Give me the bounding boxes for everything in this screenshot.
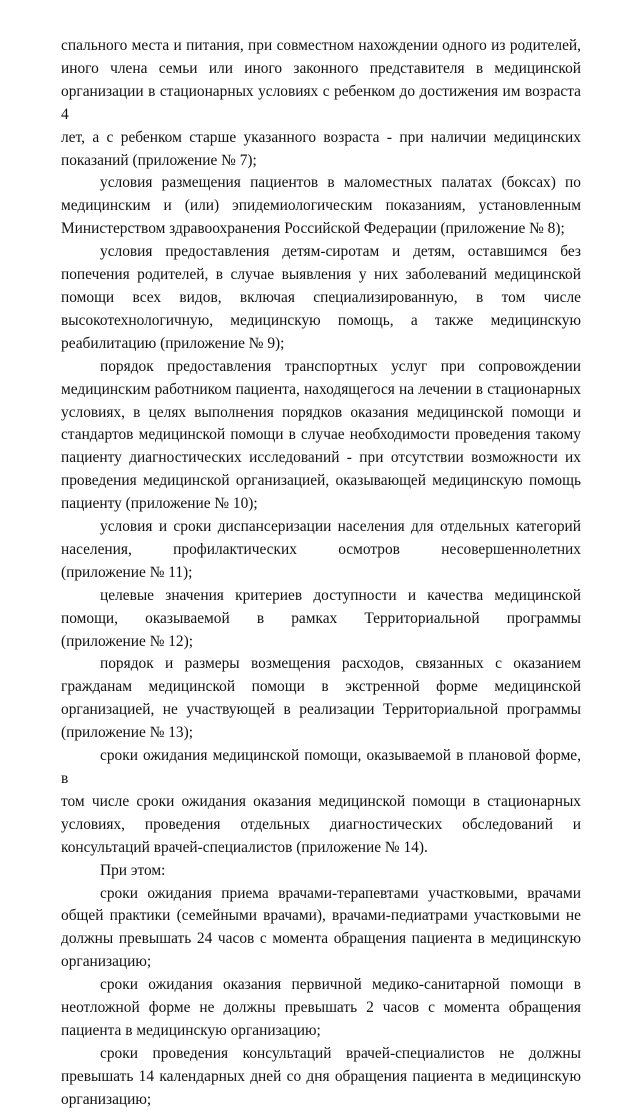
text-line: населения, профилактических осмотров несовершеннолетних bbox=[61, 540, 581, 558]
text-line: стандартов медицинской помощи в случае необходимости проведения такому bbox=[61, 426, 581, 444]
text-line: условия и сроки диспансеризации населения для отдельных категорий bbox=[100, 518, 581, 536]
paragraph bbox=[61, 516, 581, 585]
paragraph bbox=[61, 653, 581, 745]
paragraph bbox=[61, 974, 581, 1043]
text-line: помощи всех видов, включая специализированную, в том числе bbox=[61, 288, 581, 306]
text-line: неотложной форме не должны превышать 2 часов с момента обращения bbox=[61, 999, 581, 1017]
text-line: (приложение № 12); bbox=[61, 632, 194, 650]
text-line: реабилитацию (приложение № 9); bbox=[61, 334, 285, 352]
paragraph bbox=[61, 883, 581, 975]
paragraph bbox=[61, 35, 581, 172]
text-line: проведения медицинской организацией, оказывающей медицинскую помощь bbox=[61, 472, 581, 490]
text-line: высокотехнологичную, медицинскую помощь, а также медицинскую bbox=[61, 311, 581, 329]
text-line: При этом: bbox=[100, 861, 166, 879]
text-line: спального места и питания, при совместном нахождении одного из родителей, bbox=[61, 37, 581, 54]
text-line: лет, а с ребенком старше указанного возраста - при наличии медицинских bbox=[61, 128, 581, 146]
text-line: пациенту (приложение № 10); bbox=[61, 495, 258, 513]
text-line: том числе сроки ожидания оказания медицинской помощи в стационарных bbox=[61, 792, 581, 810]
text-line: сроки проведения консультаций врачей-специалистов не должны bbox=[100, 1044, 581, 1062]
text-line: медицинским работником пациента, находящегося на лечении в стационарных bbox=[61, 380, 581, 398]
text-line: условия предоставления детям-сиротам и детям, оставшимся без bbox=[100, 243, 581, 261]
text-line: (приложение № 13); bbox=[61, 724, 194, 742]
paragraph bbox=[61, 745, 581, 860]
paragraph bbox=[61, 860, 581, 883]
text-line: пациенту диагностических исследований - при отсутствии возможности их bbox=[61, 449, 581, 467]
text-line: сроки ожидания приема врачами-терапевтами участковыми, врачами bbox=[100, 884, 581, 902]
text-line: организации в стационарных условиях с ребенком до достижения им возраста 4 bbox=[61, 82, 581, 123]
text-line: условия размещения пациентов в маломестных палатах (боксах) по bbox=[100, 174, 581, 192]
text-line: сроки ожидания оказания первичной медико-санитарной помощи в bbox=[100, 976, 581, 994]
paragraph bbox=[61, 172, 581, 241]
text-line: показаний (приложение № 7); bbox=[61, 151, 257, 169]
text-line: Министерством здравоохранения Российской Федерации (приложение № 8); bbox=[61, 220, 565, 238]
text-line: гражданам медицинской помощи в экстренной форме медицинской bbox=[61, 678, 581, 696]
text-line: общей практики (семейными врачами), врачами-педиатрами участковыми не bbox=[61, 907, 581, 925]
text-line: организацию; bbox=[61, 953, 152, 971]
paragraph bbox=[61, 356, 581, 516]
document-page bbox=[61, 35, 581, 1112]
text-line: пациента в медицинскую организацию; bbox=[61, 1021, 321, 1039]
text-line: консультаций врачей-специалистов (приложение № 14). bbox=[61, 838, 428, 856]
text-line: порядок и размеры возмещения расходов, связанных с оказанием bbox=[100, 655, 581, 673]
text-line: попечения родителей, в случае выявления у них заболеваний медицинской bbox=[61, 266, 581, 284]
text-line: превышать 14 календарных дней со дня обращения пациента в медицинскую bbox=[61, 1067, 581, 1085]
text-line: целевые значения критериев доступности и качества медицинской bbox=[100, 586, 581, 604]
text-line: порядок предоставления транспортных услуг при сопровождении bbox=[100, 357, 581, 375]
text-line: организацией, не участвующей в реализации Территориальной программы bbox=[61, 701, 581, 719]
paragraph bbox=[61, 1043, 581, 1112]
text-line: сроки ожидания медицинской помощи, оказываемой в плановой форме, в bbox=[61, 747, 581, 787]
paragraph bbox=[61, 241, 581, 356]
text-line: должны превышать 24 часов с момента обращения пациента в медицинскую bbox=[61, 930, 581, 948]
text-line: условиях, в целях выполнения порядков оказания медицинской помощи и bbox=[61, 403, 581, 421]
text-line: медицинским и (или) эпидемиологическим показаниям, установленным bbox=[61, 197, 581, 215]
text-line: помощи, оказываемой в рамках Территориальной программы bbox=[61, 609, 581, 627]
paragraph bbox=[61, 585, 581, 654]
text-line: (приложение № 11); bbox=[61, 563, 193, 581]
text-line: организацию; bbox=[61, 1090, 152, 1108]
text-line: иного члена семьи или иного законного представителя в медицинской bbox=[61, 59, 581, 77]
text-line: условиях, проведения отдельных диагностических обследований и bbox=[61, 815, 581, 833]
